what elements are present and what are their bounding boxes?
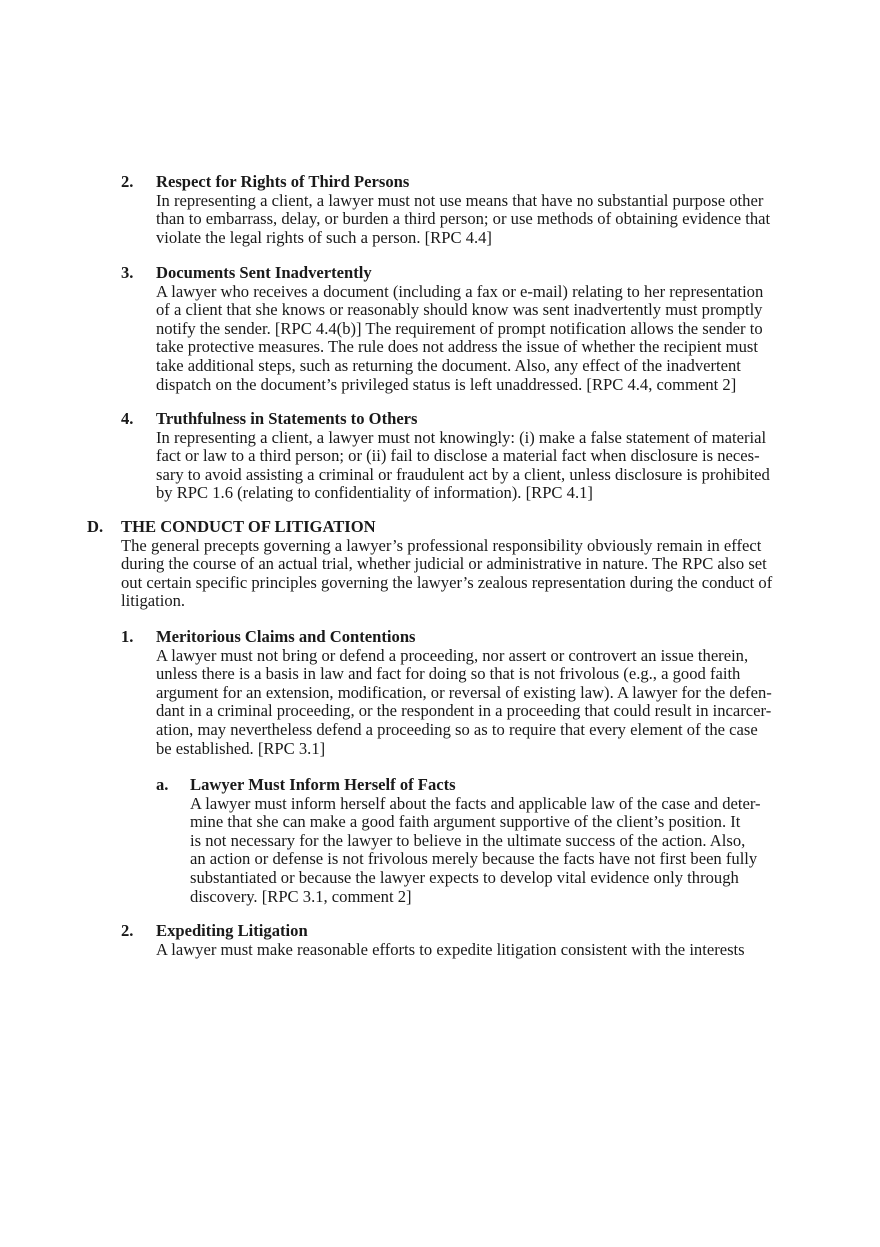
text-line: A lawyer who receives a document (including a fax or e-mail) relating to her representation <box>156 281 764 301</box>
text-line: fact or law to a third person; or (ii) fail to disclose a material fact when disclosure is neces- <box>156 446 760 466</box>
text-line: unless there is a basis in law and fact for doing so that is not frivolous (e.g., a good faith <box>156 664 741 684</box>
text-line: discovery. [RPC 3.1, comment 2] <box>190 886 412 906</box>
item-number: 1. <box>121 627 134 646</box>
text-line: notify the sender. [RPC 4.4(b)] The requirement of prompt notification allows the sender to <box>156 318 763 338</box>
item-number: 2. <box>121 921 134 940</box>
section-meritorious-claims <box>156 628 816 758</box>
text-line: out certain specific principles governing the lawyer’s zealous representation during the conduct of <box>121 572 773 592</box>
text-line: violate the legal rights of such a person. [RPC 4.4] <box>156 227 492 247</box>
section-conduct-of-litigation <box>121 518 821 611</box>
text-line: In representing a client, a lawyer must not use means that have no substantial purpose other <box>156 190 764 210</box>
section-truthfulness-statements <box>156 410 816 503</box>
text-line: litigation. <box>121 591 186 611</box>
section-heading: Respect for Rights of Third Persons <box>156 172 410 191</box>
section-documents-sent-inadvertently <box>156 264 816 394</box>
text-line: A lawyer must not bring or defend a proceeding, nor assert or controvert an issue therein, <box>156 645 749 665</box>
item-number: 2. <box>121 172 134 191</box>
item-number: 4. <box>121 409 134 428</box>
section-expediting-litigation <box>156 922 816 959</box>
text-line: an action or defense is not frivolous merely because the facts have not first been fully <box>190 849 758 869</box>
item-number: 3. <box>121 263 134 282</box>
section-letter: D. <box>87 517 104 536</box>
text-line: mine that she can make a good faith argument supportive of the client’s position. It <box>190 812 741 832</box>
section-heading: THE CONDUCT OF LITIGATION <box>121 517 376 536</box>
text-line: by RPC 1.6 (relating to confidentiality of information). [RPC 4.1] <box>156 483 593 503</box>
text-line: sary to avoid assisting a criminal or fraudulent act by a client, unless disclosure is prohibited <box>156 464 770 484</box>
text-line: take protective measures. The rule does not address the issue of whether the recipient must <box>156 337 758 357</box>
text-line: substantiated or because the lawyer expects to develop vital evidence only through <box>190 867 739 887</box>
text-line: dant in a criminal proceeding, or the respondent in a proceeding that could result in incarcer- <box>156 701 772 721</box>
section-inform-herself-of-facts <box>190 776 820 906</box>
text-line: argument for an extension, modification, or reversal of existing law). A lawyer for the defen- <box>156 682 772 702</box>
section-heading: Documents Sent Inadvertently <box>156 263 372 282</box>
text-line: A lawyer must inform herself about the facts and applicable law of the case and deter- <box>190 793 761 813</box>
text-line: be established. [RPC 3.1] <box>156 738 326 758</box>
text-line: A lawyer must make reasonable efforts to expedite litigation consistent with the interests <box>156 939 745 959</box>
subitem-letter: a. <box>156 775 169 794</box>
section-heading: Meritorious Claims and Contentions <box>156 627 416 646</box>
section-heading: Expediting Litigation <box>156 921 308 940</box>
text-line: In representing a client, a lawyer must not knowingly: (i) make a false statement of material <box>156 427 767 447</box>
text-line: The general precepts governing a lawyer’s professional responsibility obviously remain in effect <box>121 535 762 555</box>
section-respect-third-persons <box>156 173 816 247</box>
section-heading: Truthfulness in Statements to Others <box>156 409 418 428</box>
text-line: of a client that she knows or reasonably should know was sent inadvertently must promptly <box>156 300 763 320</box>
text-line: than to embarrass, delay, or burden a third person; or use methods of obtaining evidence that <box>156 209 771 229</box>
text-line: dispatch on the document’s privileged status is left unaddressed. [RPC 4.4, comment 2] <box>156 374 737 394</box>
text-line: ation, may nevertheless defend a proceeding so as to require that every element of the case <box>156 719 758 739</box>
text-line: is not necessary for the lawyer to believe in the ultimate success of the action. Also, <box>190 830 746 850</box>
text-line: during the course of an actual trial, whether judicial or administrative in nature. The RPC also set <box>121 554 767 574</box>
section-heading: Lawyer Must Inform Herself of Facts <box>190 775 456 794</box>
text-line: take additional steps, such as returning the document. Also, any effect of the inadvertent <box>156 355 741 375</box>
